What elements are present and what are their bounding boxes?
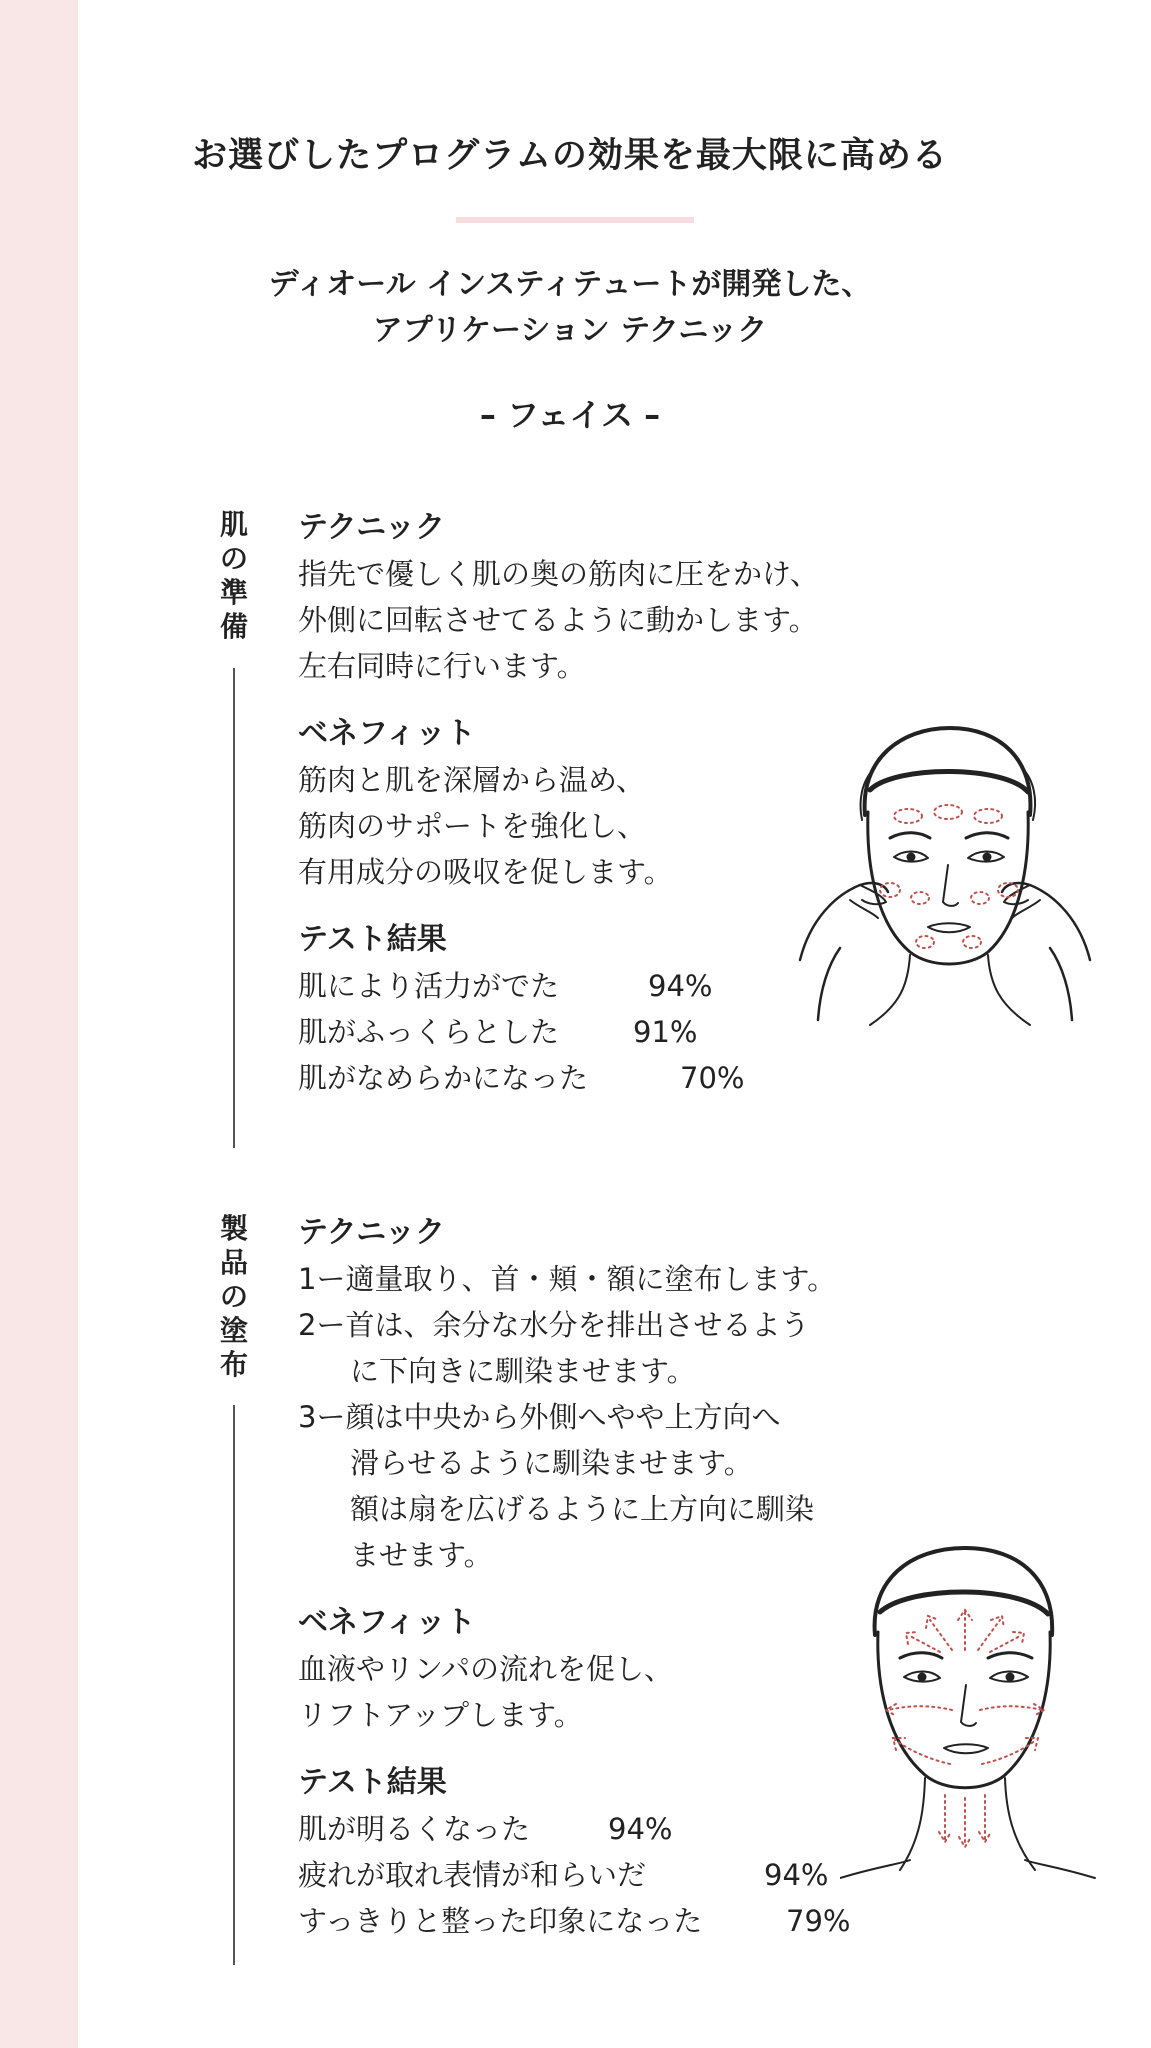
section-2-label-char: 品 [219, 1246, 248, 1279]
result-label: 肌がふっくらとした [298, 1015, 560, 1049]
section-2-results [298, 1760, 850, 1944]
section-2-technique [298, 1210, 850, 1578]
result-row [298, 1055, 819, 1101]
section-1-benefit-line: 筋肉と肌を深層から温め、 [298, 763, 645, 797]
section-1-results [298, 917, 819, 1101]
subtitle-line-1: ディオール インスティテュートが開発した、 [268, 267, 872, 302]
section-2-label-char: 塗 [219, 1314, 248, 1347]
subtitle [150, 262, 990, 354]
section-2-vertical-label [208, 1212, 260, 1382]
result-value: 94% [608, 1812, 673, 1846]
page-title: お選びしたプログラムの効果を最大限に高める [192, 136, 948, 176]
section-2-results-heading: テスト結果 [298, 1765, 447, 1800]
section-1-vertical-line [233, 668, 235, 1148]
section-2-benefit-line: リフトアップします。 [298, 1698, 583, 1732]
section-1-label-char: 準 [219, 576, 248, 609]
section-1-technique-line: 指先で優しく肌の奥の筋肉に圧をかけ、 [298, 557, 819, 591]
result-row [298, 1009, 819, 1055]
section-1-results-heading: テスト結果 [298, 922, 447, 957]
result-value: 94% [648, 969, 713, 1003]
section-1-benefit-line: 有用成分の吸収を促します。 [298, 855, 673, 889]
section-2-benefit [298, 1600, 850, 1738]
section-1-content [298, 505, 819, 1123]
section-1-technique-line: 左右同時に行います。 [298, 649, 586, 683]
section-2-benefit-heading: ベネフィット [298, 1605, 476, 1640]
section-2-benefit-line: 血液やリンパの流れを促し、 [298, 1652, 673, 1686]
section-1-benefit [298, 711, 819, 895]
result-value: 94% [764, 1858, 829, 1892]
section-1-technique-line: 外側に回転させてるように動かします。 [298, 603, 818, 637]
section-1-vertical-label [208, 508, 260, 644]
result-row [298, 1852, 850, 1898]
section-2-label-char: の [219, 1280, 248, 1313]
section-2-technique-line: 額は扇を広げるように上方向に馴染 [350, 1492, 815, 1526]
section-1-technique-heading: テクニック [298, 510, 445, 545]
section-1-label-char: の [219, 542, 248, 575]
section-2-vertical-line [233, 1405, 235, 1965]
section-1-label-char: 肌 [219, 508, 248, 541]
section-2-content [298, 1210, 850, 1966]
section-1-benefit-heading: ベネフィット [298, 716, 476, 751]
result-label: 疲れが取れ表情が和らいだ [298, 1858, 647, 1892]
section-2-label-char: 製 [219, 1212, 248, 1245]
section-2-technique-line: 1ー適量取り、首・頬・額に塗布します。 [298, 1262, 837, 1296]
title-divider [456, 217, 694, 223]
result-row [298, 1806, 850, 1852]
result-value: 79% [786, 1904, 851, 1938]
result-value: 70% [680, 1061, 745, 1095]
section-2-label-char: 布 [219, 1348, 248, 1381]
subtitle-line-2: アプリケーション テクニック [372, 313, 768, 348]
result-value: 91% [633, 1015, 698, 1049]
section-2-technique-line: 2ー首は、余分な水分を排出させるよう [298, 1308, 810, 1342]
result-row [298, 1898, 850, 1944]
result-label: すっきりと整った印象になった [298, 1904, 703, 1938]
result-label: 肌が明るくなった [298, 1812, 531, 1846]
section-1-benefit-line: 筋肉のサポートを強化し、 [298, 809, 647, 843]
section-2-technique-line: ませます。 [350, 1538, 493, 1572]
face-section-label: – フェイス – [479, 396, 661, 434]
section-1-technique [298, 505, 819, 689]
face-application-illustration [840, 1540, 1100, 1880]
result-label: 肌がなめらかになった [298, 1061, 589, 1095]
left-accent-band [0, 0, 78, 2048]
section-2-technique-line: に下向きに馴染ませます。 [350, 1354, 696, 1388]
result-label: 肌により活力がでた [298, 969, 560, 1003]
face-massage-illustration [790, 720, 1100, 1050]
result-row [298, 963, 819, 1009]
section-2-technique-line: 3ー顔は中央から外側へやや上方向へ [298, 1400, 781, 1434]
section-2-technique-line: 滑らせるように馴染ませます。 [350, 1446, 753, 1480]
section-1-label-char: 備 [219, 610, 248, 643]
section-2-technique-heading: テクニック [298, 1215, 445, 1250]
